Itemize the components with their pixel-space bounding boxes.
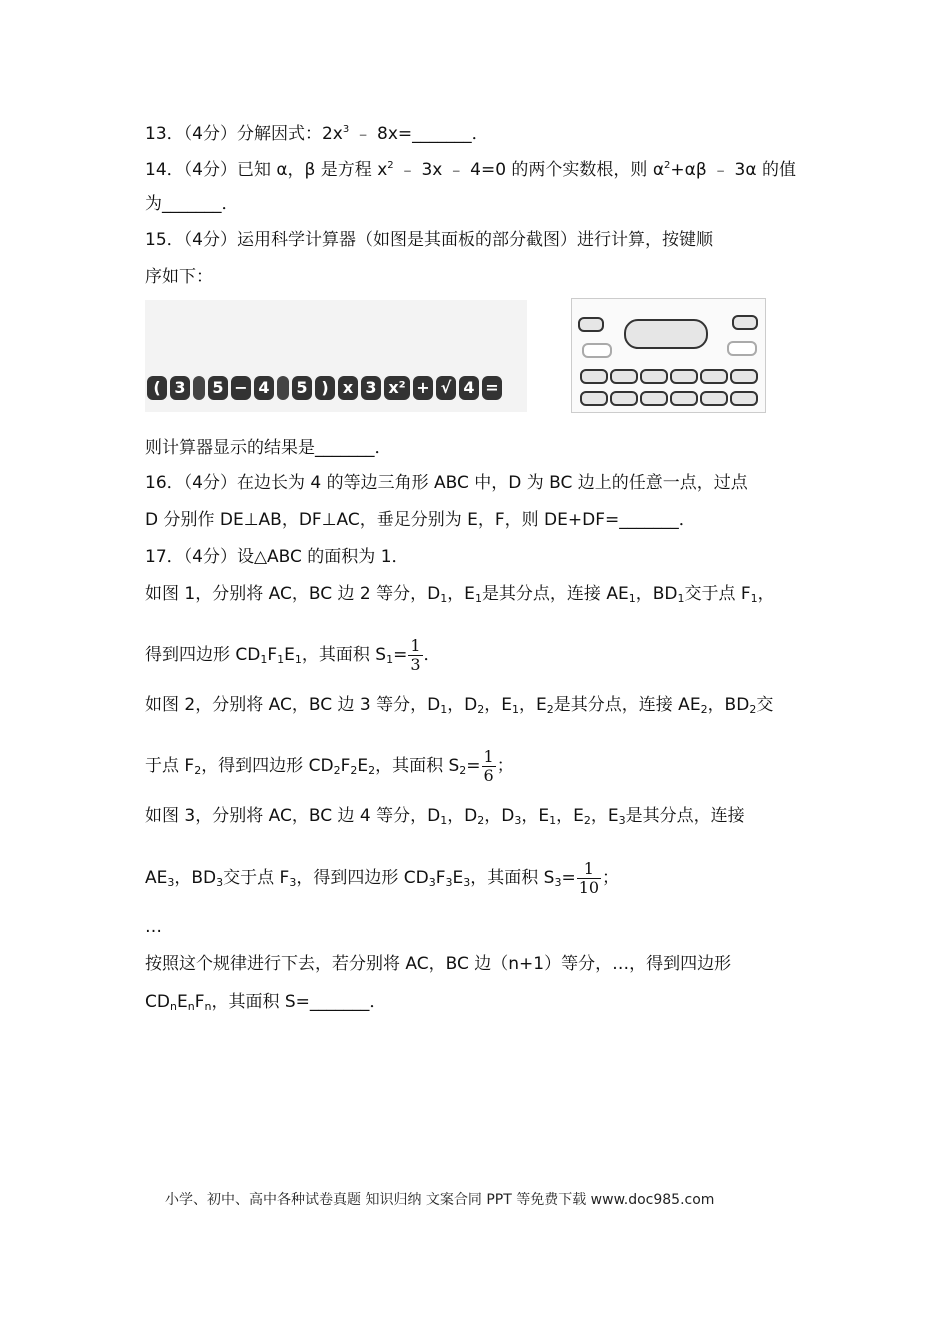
function-key-icon <box>730 391 758 406</box>
calculator-key-15: = <box>482 376 502 400</box>
function-key-icon <box>610 391 638 406</box>
function-key-icon <box>700 391 728 406</box>
question-17-final-line: $CD_nE_nF_n$，其面积 S=_______． <box>145 992 387 1013</box>
question-17-figure-3-line-2: $AE_3$，$BD_3$交于点 $F_3$，得到四边形 $CD_3F_3E_3$，其面积 $S_3=$ $\frac{1}{10}$ ； <box>145 858 620 897</box>
calculator-key-12: + <box>413 376 433 400</box>
calculator-key-6 <box>277 376 289 400</box>
function-key-icon <box>610 369 638 384</box>
calculator-key-0: ( <box>147 376 167 400</box>
question-15-line-1: 15．（4分）运用科学计算器（如图是其面板的部分截图）进行计算，按键顺 <box>145 230 713 250</box>
question-17-figure-3-line-1: 如图 3，分别将 AC，BC 边 4 等分，$D_1$，$D_2$，$D_3$，$E_1$，$E_2$，$E_3$是其分点，连接 <box>145 806 745 827</box>
function-key-icon <box>670 391 698 406</box>
question-16-line-1: 16．（4分）在边长为 4 的等边三角形 ABC 中，D 为 BC 边上的任意一点，过点 <box>145 473 748 493</box>
question-17-figure-1-line-1: 如图 1，分别将 AC，BC 边 2 等分，$D_1$，$E_1$是其分点，连接 $AE_1$，$BD_1$交于点 $F_1$， <box>145 584 775 605</box>
question-15-result: 则计算器显示的结果是_______． <box>145 438 392 458</box>
blank-key-icon <box>582 343 612 358</box>
calculator-panel-image <box>571 298 766 413</box>
calculator-key-13: √ <box>436 376 456 400</box>
fraction-one-sixth: $\frac{1}{6}$ <box>483 746 494 785</box>
question-13: 13．（4分）分解因式：$2x^3$ ﹣ 8x=_______． <box>145 124 489 144</box>
calculator-key-9: x <box>338 376 358 400</box>
calculator-key-1: 3 <box>170 376 190 400</box>
question-14-line-1: 14．（4分）已知 α，β 是方程 $x^2$ ﹣ 3x ﹣ 4=0 的两个实数根，则 $\alpha^2+\alpha\beta$ ﹣ 3α 的值 <box>145 160 796 180</box>
question-17-line-1: 17．（4分）设△ABC 的面积为 1． <box>145 547 409 567</box>
question-17-figure-2-line-2: 于点 $F_2$，得到四边形 $CD_2F_2E_2$，其面积 $S_2=$ $\frac{1}{6}$ ； <box>145 746 514 785</box>
function-key-icon <box>730 369 758 384</box>
page-footer: 小学、初中、高中各种试卷真题 知识归纳 文案合同 PPT 等免费下载 www.doc985.com <box>165 1192 715 1208</box>
direction-pad-icon <box>624 319 708 349</box>
calculator-key-sequence-image <box>145 300 527 412</box>
shift-key-icon <box>578 317 604 332</box>
question-15-line-2: 序如下： <box>145 267 213 287</box>
function-key-icon <box>580 369 608 384</box>
question-17-figure-2-line-1: 如图 2，分别将 AC，BC 边 3 等分，$D_1$，$D_2$，$E_1$，$E_2$是其分点，连接 $AE_2$，$BD_2$交 <box>145 695 774 716</box>
blank-key-icon <box>727 341 757 356</box>
question-17-rule-line: 按照这个规律进行下去，若分别将 AC，BC 边（n+1）等分，…，得到四边形 <box>145 954 732 974</box>
calculator-key-10: 3 <box>361 376 381 400</box>
calculator-key-2 <box>193 376 205 400</box>
function-key-icon <box>640 369 668 384</box>
on-key-icon <box>732 315 758 330</box>
function-key-icon <box>700 369 728 384</box>
question-14-line-2: 为_______． <box>145 194 239 214</box>
calculator-key-5: 4 <box>254 376 274 400</box>
fraction-one-third: $\frac{1}{3}$ <box>410 635 421 674</box>
fraction-one-tenth: $\frac{1}{10}$ <box>578 858 600 897</box>
calculator-key-8: ) <box>315 376 335 400</box>
ellipsis: … <box>145 917 162 937</box>
question-16-line-2: D 分别作 DE⊥AB，DF⊥AC，垂足分别为 E，F，则 DE+DF=_______． <box>145 510 696 530</box>
calculator-key-4: − <box>231 376 251 400</box>
function-key-icon <box>640 391 668 406</box>
calculator-key-7: 5 <box>292 376 312 400</box>
calculator-key-11: x² <box>384 376 410 400</box>
calculator-key-14: 4 <box>459 376 479 400</box>
function-key-icon <box>580 391 608 406</box>
function-key-icon <box>670 369 698 384</box>
calculator-key-3: 5 <box>208 376 228 400</box>
question-17-figure-1-line-2: 得到四边形 $CD_1F_1E_1$，其面积 $S_1=$ $\frac{1}{3}$ ． <box>145 635 441 674</box>
